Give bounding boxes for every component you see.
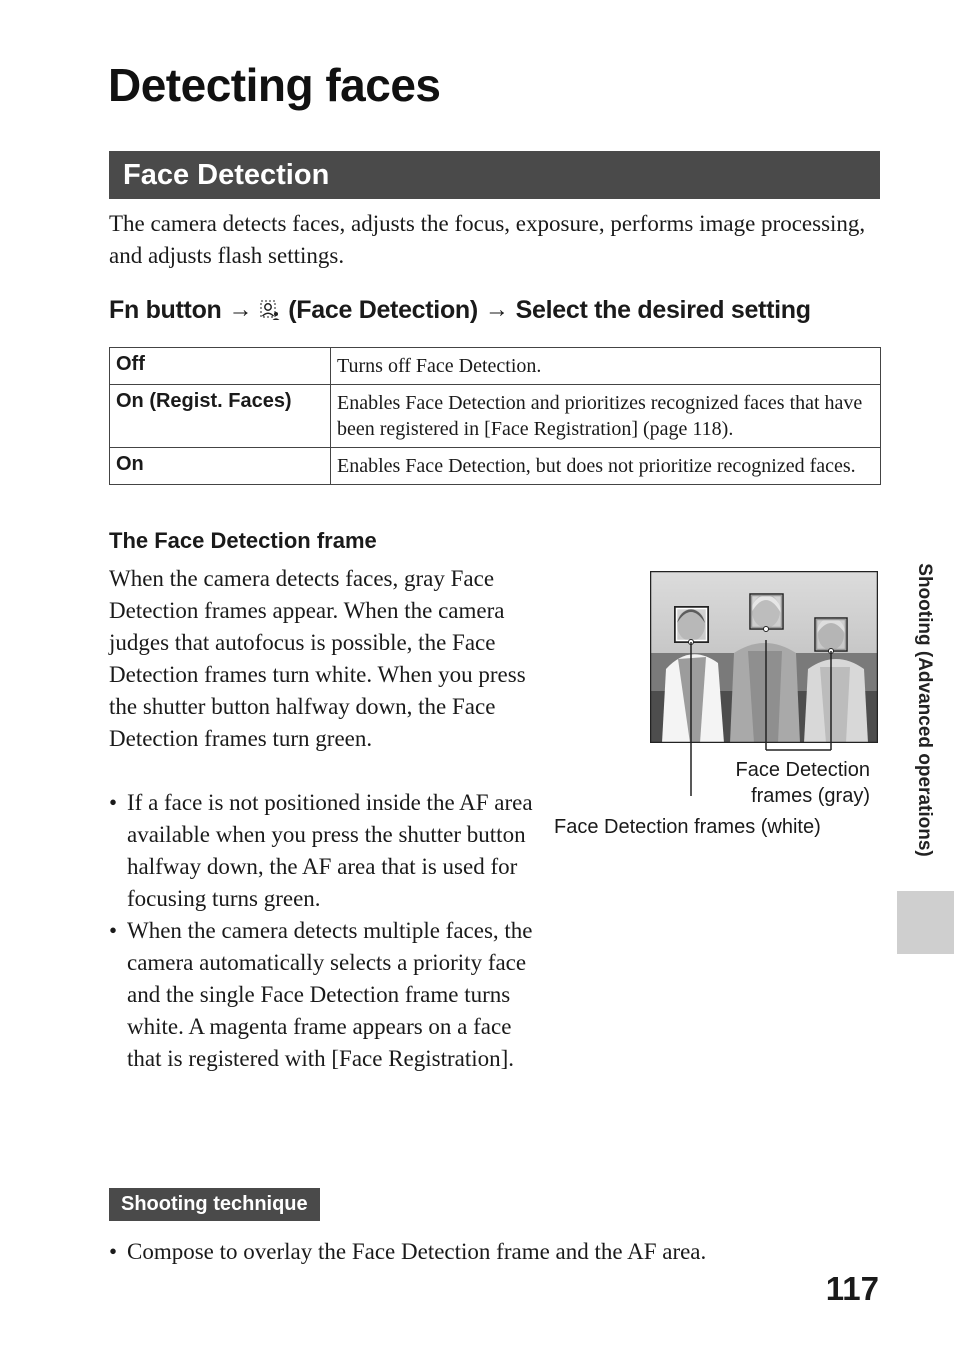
- frame-bullet-list: [109, 787, 539, 1075]
- list-item: [109, 1236, 869, 1268]
- settings-table: [109, 347, 881, 485]
- list-item-text: Compose to overlay the Face Detection frame and the AF area.: [127, 1239, 707, 1264]
- procedure-step-fn-button: Fn button: [109, 295, 222, 324]
- side-tab-marker: [897, 891, 954, 954]
- setting-option: On: [110, 448, 331, 485]
- page-number: 117: [825, 1270, 879, 1307]
- face-detection-icon: [259, 299, 281, 321]
- arrow-right-icon: →: [228, 296, 253, 323]
- shooting-technique-badge: Shooting technique: [109, 1188, 320, 1221]
- caption-frames-gray: Face Detection frames (gray): [735, 759, 870, 807]
- setting-description: Enables Face Detection and prioritizes recognized faces that have been registered in [Face Registration] (page 118).: [331, 385, 881, 448]
- bullet-icon: •: [109, 918, 118, 943]
- section-heading: Face Detection: [109, 151, 880, 199]
- setting-description: Turns off Face Detection.: [331, 348, 881, 385]
- table-row: [110, 348, 881, 385]
- list-item-text: When the camera detects multiple faces, the camera automatically selects a priority face and the single Face Detection frame turns white. A magenta frame appears on a face that is registered with [Face Registration].: [127, 918, 533, 1071]
- list-item: [109, 915, 539, 1075]
- bullet-icon: •: [109, 1239, 118, 1264]
- table-row: [110, 448, 881, 485]
- list-item-text: If a face is not positioned inside the AF area available when you press the shutter button halfway down, the AF area that is used for focusing turns green.: [127, 790, 533, 911]
- setting-description: Enables Face Detection, but does not prioritize recognized faces.: [331, 448, 881, 485]
- bullet-icon: •: [109, 790, 118, 815]
- subheading-face-detection-frame: The Face Detection frame: [109, 528, 377, 553]
- side-tab-text: Shooting (Advanced operations): [914, 563, 935, 857]
- technique-bullet-list: [109, 1236, 869, 1268]
- procedure-step-select-setting: Select the desired setting: [515, 295, 811, 324]
- setting-option: Off: [110, 348, 331, 385]
- table-row: [110, 385, 881, 448]
- arrow-right-icon: →: [484, 296, 509, 323]
- caption-frames-white: Face Detection frames (white): [554, 816, 821, 838]
- intro-paragraph: The camera detects faces, adjusts the focus, exposure, performs image processing, and adjusts flash settings.: [109, 211, 866, 268]
- frame-paragraph: When the camera detects faces, gray Face Detection frames appear. When the camera judges that autofocus is possible, the Face Detection frames turn white. When you press the shutter button halfway down, the Face Detection frames turn green.: [109, 566, 526, 751]
- procedure-step-face-detection: (Face Detection): [288, 295, 478, 324]
- list-item: [109, 787, 539, 915]
- setting-option: On (Regist. Faces): [110, 385, 331, 448]
- page-title: Detecting faces: [108, 59, 441, 111]
- procedure-line: [109, 291, 811, 329]
